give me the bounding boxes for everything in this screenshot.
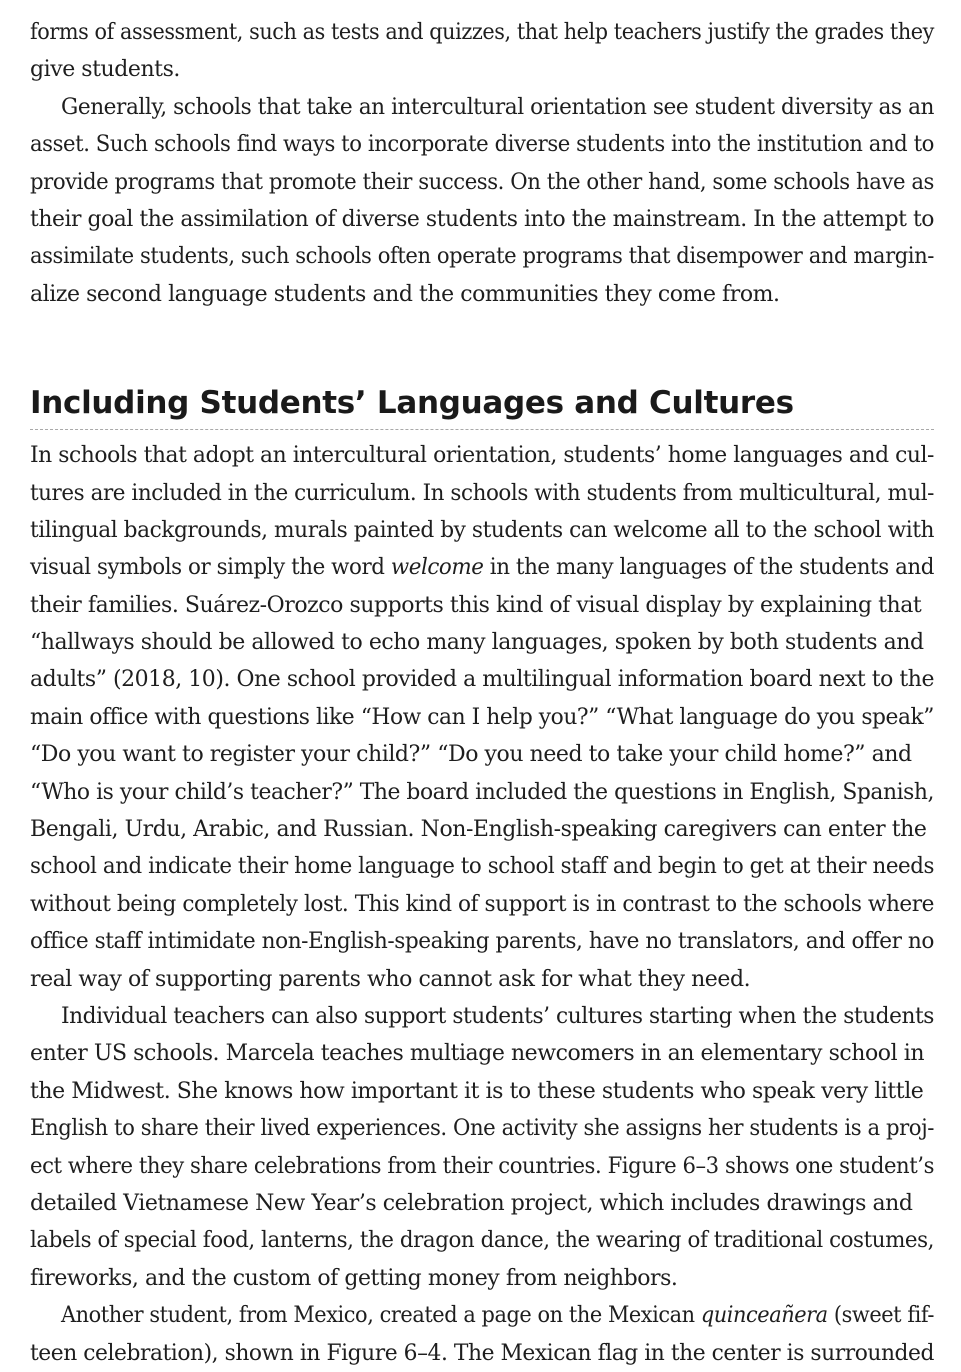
text-run: Another student, from Mexico, created a page on the Mexican <box>61 1303 701 1329</box>
text-line: English to share their lived experiences. One activity she assigns her students is a proj- <box>30 1116 934 1142</box>
text-line: their goal the assimilation of diverse students into the mainstream. In the attempt to <box>30 206 935 232</box>
text-line: asset. Such schools find ways to incorporate diverse students into the institution and to <box>30 132 934 158</box>
text-line: labels of special food, lanterns, the dragon dance, the wearing of traditional costumes, <box>30 1228 935 1254</box>
text-line: school and indicate their home language to school staff and begin to get at their needs <box>30 854 934 880</box>
section-paragraph-1 <box>30 437 934 998</box>
section-paragraph-2 <box>30 998 934 1297</box>
text-line <box>32 1297 935 1334</box>
text-line: “hallways should be allowed to echo many languages, spoken by both students and <box>30 630 924 656</box>
text-line: ect where they share celebrations from their countries. Figure 6–3 shows one student’s <box>30 1153 935 1179</box>
text-line: give students. <box>30 57 180 83</box>
text-line: without being completely lost. This kind of support is in contrast to the schools where <box>30 891 934 917</box>
text-line: fireworks, and the custom of getting money from neighbors. <box>30 1265 678 1291</box>
text-line: Generally, schools that take an intercultural orientation see student diversity as an <box>61 94 935 120</box>
text-line <box>30 549 935 586</box>
emphasized-word: welcome <box>390 555 484 581</box>
text-line: office staff intimidate non-English-speaking parents, have no translators, and offer no <box>30 929 934 955</box>
section-paragraph-3 <box>30 1297 934 1372</box>
emphasized-word: quinceañera <box>700 1303 828 1329</box>
text-line: main office with questions like “How can I help you?” “What language do you speak” <box>30 704 934 730</box>
text-line: “Do you want to register your child?” “Do you need to take your child home?” and <box>30 742 912 768</box>
text-line: Individual teachers can also support students’ cultures starting when the students <box>61 1003 935 1029</box>
text-line: “Who is your child’s teacher?” The board included the questions in English, Spanish, <box>30 779 934 805</box>
heading-divider <box>30 429 934 430</box>
text-line: detailed Vietnamese New Year’s celebration project, which includes drawings and <box>30 1190 913 1216</box>
text-line: tilingual backgrounds, murals painted by students can welcome all to the school with <box>30 517 935 543</box>
text-line: In schools that adopt an intercultural orientation, students’ home languages and cul- <box>30 443 934 469</box>
intro-paragraph-2 <box>30 89 934 313</box>
section-heading: Including Students’ Languages and Cultures <box>30 385 794 422</box>
text-line: adults” (2018, 10). One school provided a multilingual information board next to the <box>30 667 935 693</box>
text-line: tures are included in the curriculum. In schools with students from multicultural, mul- <box>30 480 934 506</box>
page-content <box>30 14 934 1372</box>
text-line: forms of assessment, such as tests and quizzes, that help teachers justify the grades they <box>30 20 934 45</box>
text-run: in the many languages of the students and <box>483 555 935 581</box>
text-run: visual symbols or simply the word <box>30 555 391 581</box>
text-line: their families. Suárez-Orozco supports this kind of visual display by explaining that <box>30 592 922 618</box>
text-line: alize second language students and the communities they come from. <box>30 281 780 307</box>
text-line: assimilate students, such schools often operate programs that disempower and margin- <box>30 244 934 270</box>
text-line: Bengali, Urdu, Arabic, and Russian. Non-English-speaking caregivers can enter the <box>30 817 927 843</box>
intro-paragraph-1 <box>30 14 934 89</box>
text-line: the Midwest. She knows how important it is to these students who speak very little <box>30 1078 924 1104</box>
text-run: (sweet fif- <box>827 1303 935 1329</box>
text-line: teen celebration), shown in Figure 6–4. The Mexican flag in the center is surrounded <box>30 1340 935 1366</box>
text-line: enter US schools. Marcela teaches multiage newcomers in an elementary school in <box>30 1041 925 1067</box>
text-line: real way of supporting parents who cannot ask for what they need. <box>30 966 751 992</box>
text-line: provide programs that promote their success. On the other hand, some schools have as <box>30 169 934 195</box>
